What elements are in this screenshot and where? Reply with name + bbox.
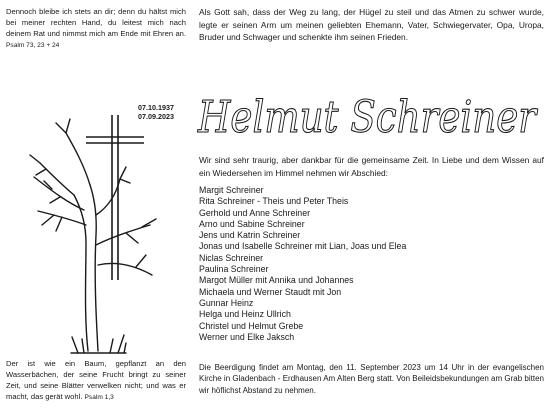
psalm-quote-top xyxy=(6,6,186,51)
tree-cross-illustration xyxy=(26,115,176,360)
death-date: 07.09.2023 xyxy=(138,112,174,121)
list-item: Rita Schreiner - Theis und Peter Theis xyxy=(199,196,349,207)
list-item: Christel und Helmut Grebe xyxy=(199,320,304,331)
psalm-quote-bottom xyxy=(6,358,186,403)
list-item: Margot Müller mit Annika und Johannes xyxy=(199,275,354,286)
deceased-name-signature xyxy=(190,78,546,152)
psalm-top-text: Dennoch bleibe ich stets an dir; denn du hältst mich bei meiner rechten Hand, du leitest mich nach deinem Rat und nimmst mich am Ende mit Ehren an. xyxy=(6,7,186,38)
mourners-list xyxy=(199,185,406,343)
intro-text: Als Gott sah, dass der Weg zu lang, der Hügel zu steil und das Atmen zu schwer wurde, legte er seinen Arm um meinen geliebten Ehemann, Vater, Schwiegervater, Opa, Uropa, Bruder und Schwager und schenkte ihm seinen Frieden. xyxy=(199,7,544,42)
list-item: Helga und Heinz Ullrich xyxy=(199,309,291,320)
psalm-top-reference: Psalm 73, 23 + 24 xyxy=(6,42,60,49)
list-item: Gerhold und Anne Schreiner xyxy=(199,207,311,218)
list-item: Paulina Schreiner xyxy=(199,264,269,275)
list-item: Jens und Katrin Schreiner xyxy=(199,230,301,241)
list-item: Gunnar Heinz xyxy=(199,297,254,308)
list-item: Jonas und Isabelle Schreiner mit Lian, Joas und Elea xyxy=(199,241,407,252)
funeral-info: Die Beerdigung findet am Montag, den 11. September 2023 um 14 Uhr in der evangelischen Kirche in Gladenbach - Erdhausen Am Alten Berg statt. Von Beileidsbekundungen am Grab bitten wir höflichst Abstand zu nehmen. xyxy=(199,363,544,395)
deceased-name: Helmut Schreiner xyxy=(197,92,539,143)
psalm-bottom-reference: Psalm 1,3 xyxy=(84,394,114,401)
list-item: Michaela und Werner Staudt mit Jon xyxy=(199,286,342,297)
farewell-text: Wir sind sehr traurig, aber dankbar für die gemeinsame Zeit. In Liebe und dem Wissen auf ein Wiedersehen im Himmel nehmen wir Abschied: xyxy=(199,155,544,178)
list-item: Niclas Schreiner xyxy=(199,252,264,263)
psalm-bottom-text: Der ist wie ein Baum, gepflanzt an den Wasserbächen, der seine Frucht bringt zu seiner Zeit, und seine Blätter verwelken nicht; und was er macht, das gerät wohl. xyxy=(6,359,186,401)
list-item: Werner und Elke Jaksch xyxy=(199,331,295,342)
tree-icon xyxy=(30,119,156,353)
birth-date: 07.10.1937 xyxy=(138,103,174,112)
list-item: Arno und Sabine Schreiner xyxy=(199,218,305,229)
list-item: Margit Schreiner xyxy=(199,185,264,195)
